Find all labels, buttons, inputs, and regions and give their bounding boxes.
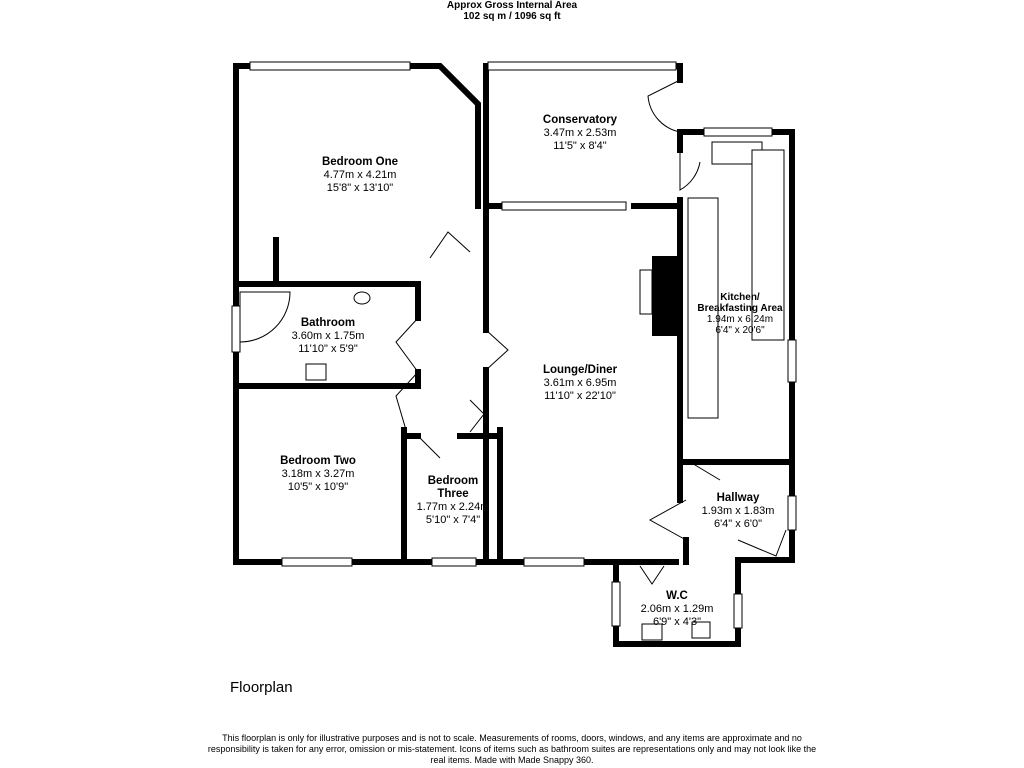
room-name: Bathroom [300,317,356,329]
room-size-imperial: 15'8" x 13'10" [326,182,394,194]
area-value: 102 sq m / 1096 sq ft [463,11,561,22]
room-bedroom-two [258,455,378,494]
area-title: Approx Gross Internal Area [446,0,578,11]
room-conservatory [520,114,640,153]
room-name: Bedroom One [321,156,399,168]
room-name-line1: Kitchen/ [720,292,760,303]
floorplan-label: Floorplan [230,679,293,696]
room-name-line1: Bedroom [427,475,479,487]
room-kitchen [688,292,792,336]
room-size-imperial: 10'5" x 10'9" [287,481,349,493]
room-size-metric: 4.77m x 4.21m [323,169,397,181]
room-bedroom-one [300,156,420,195]
fireplace-hearth [640,270,652,314]
room-name: Lounge/Diner [542,364,618,376]
disclaimer-text: This floorplan is only for illustrative purposes and is not to scale. Measurements of rooms, doors, windows, and any items are approximate and no responsibility is taken for any error, omission or mis-statement. Icons of items such as bathroom suites are representations only and may not look like the real items. Made with Made Snappy 360. [207,733,817,765]
chimney-breast [652,256,680,336]
room-size-imperial: 11'5" x 8'4" [553,140,607,152]
room-bathroom [268,317,388,356]
room-size-imperial: 5'10" x 7'4" [425,514,481,526]
room-name: Hallway [716,492,760,504]
room-wc [622,590,732,629]
room-size-imperial: 6'9" x 4'3" [652,616,702,628]
room-size-imperial: 6'4" x 6'0" [713,518,763,530]
room-name: Bedroom Two [280,455,356,467]
room-name-line2: Three [437,488,469,500]
room-size-imperial: 11'10" x 22'10" [544,390,616,402]
room-hallway [688,492,788,531]
room-size-metric: 3.18m x 3.27m [281,468,355,480]
room-name-line2: Breakfasting Area [697,303,783,314]
room-size-metric: 3.60m x 1.75m [291,330,365,342]
room-size-metric: 1.94m x 6.24m [706,314,774,325]
room-name: Conservatory [542,114,618,126]
room-size-metric: 1.77m x 2.24m [416,501,490,513]
room-bedroom-three [408,475,498,527]
room-name: W.C [666,590,688,602]
room-lounge-diner [520,364,640,403]
room-size-metric: 3.61m x 6.95m [543,377,617,389]
room-size-metric: 3.47m x 2.53m [543,127,617,139]
room-size-metric: 1.93m x 1.83m [701,505,775,517]
room-size-metric: 2.06m x 1.29m [640,603,714,615]
room-size-imperial: 11'10" x 5'9" [298,343,358,355]
room-size-imperial: 6'4" x 20'6" [715,325,765,336]
